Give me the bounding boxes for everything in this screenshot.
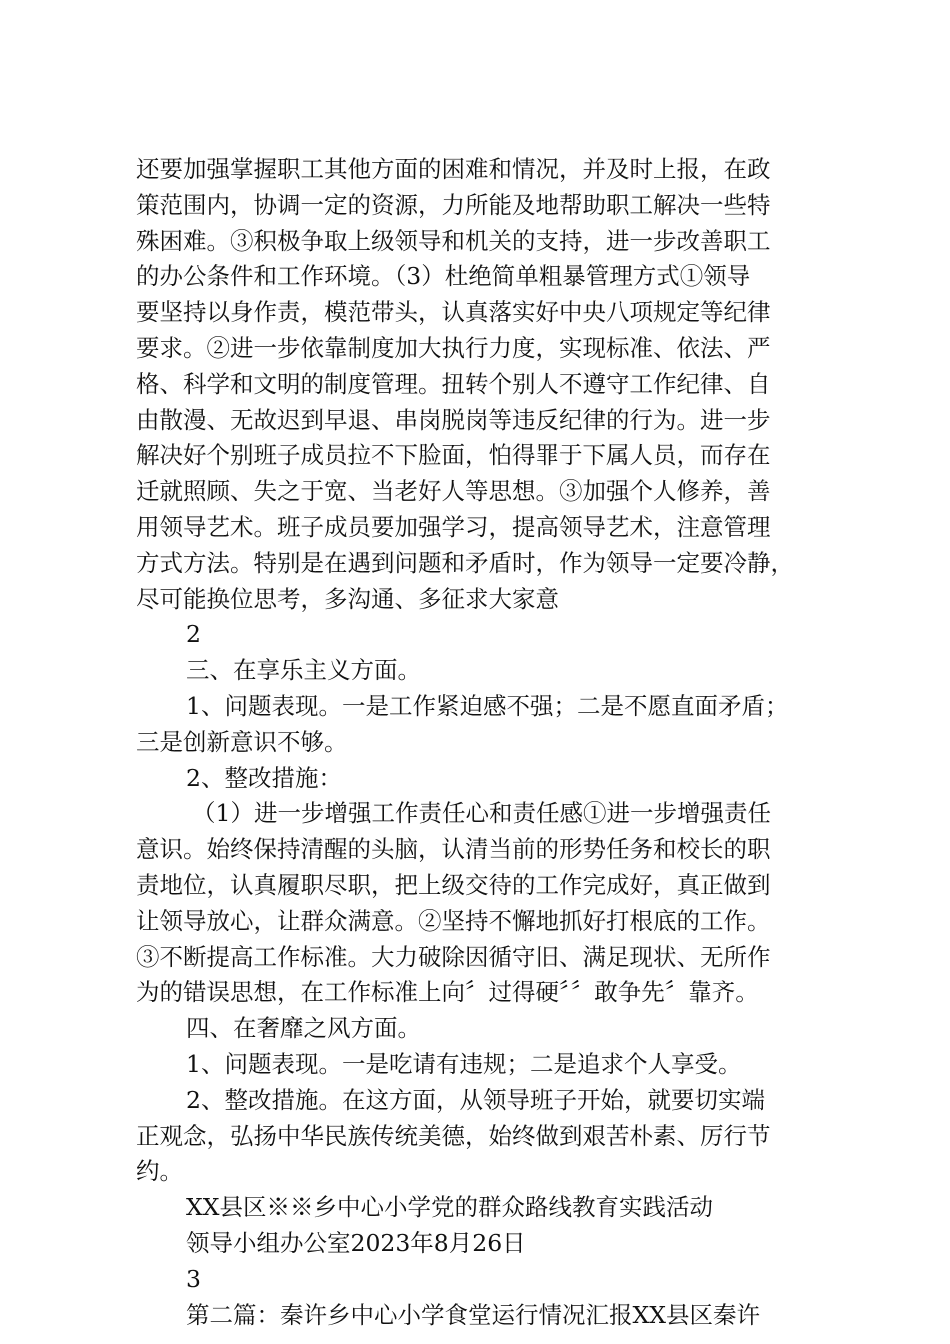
body-text-line: 正观念，弘扬中华民族传统美德，始终做到艰苦朴素、厉行节 [136, 1121, 771, 1150]
body-text-line: 2、整改措施。在这方面，从领导班子开始，就要切实端 [186, 1085, 765, 1114]
next-article-title: 第二篇：秦许乡中心小学食堂运行情况汇报XX县区秦许 [186, 1300, 760, 1329]
body-text-line: 要求。②进一步依靠制度加大执行力度，实现标准、依法、严 [136, 333, 771, 362]
body-text-line: ③不断提高工作标准。大力破除因循守旧、满足现状、无所作 [136, 942, 771, 971]
body-text-line: 的办公条件和工作环境。（3）杜绝简单粗暴管理方式①领导 [136, 262, 751, 291]
body-text-line: 责地位，认真履职尽职，把上级交待的工作完成好，真正做到 [136, 870, 771, 899]
body-text-line: 解决好个别班子成员拉不下脸面，怕得罪于下属人员，而存在 [136, 441, 771, 470]
body-text-line: 让领导放心，让群众满意。②坚持不懈地抓好打根底的工作。 [136, 906, 771, 935]
body-text-line: 1、问题表现。一是吃请有违规；二是追求个人享受。 [186, 1049, 742, 1078]
section-heading: 四、在奢靡之风方面。 [186, 1014, 421, 1043]
signature-date: 领导小组办公室2023年8月26日 [186, 1228, 526, 1257]
body-text-line: 意识。始终保持清醒的头脑，认清当前的形势任务和校长的职 [136, 835, 771, 864]
subheading: 2、整改措施： [186, 763, 342, 792]
body-text-line: 由散漫、无故迟到早退、串岗脱岗等违反纪律的行为。进一步 [136, 405, 771, 434]
body-text-line: 迁就照顾、失之于宽、当老好人等思想。③加强个人修养，善 [136, 477, 771, 506]
body-text-line: 格、科学和文明的制度管理。扭转个别人不遵守工作纪律、自 [136, 369, 771, 398]
signature-organization: XX县区※※乡中心小学党的群众路线教育实践活动 [186, 1193, 713, 1222]
body-text-line: 方式方法。特别是在遇到问题和矛盾时，作为领导一定要冷静， [136, 548, 794, 577]
body-text-line: 三是创新意识不够。 [136, 727, 348, 756]
body-text-line: 用领导艺术。班子成员要加强学习，提高领导艺术，注意管理 [136, 512, 771, 541]
page-number: 3 [186, 1264, 201, 1293]
body-text-line: 1、问题表现。一是工作紧迫感不强；二是不愿直面矛盾； [186, 691, 789, 720]
body-text-line: 约。 [136, 1157, 183, 1186]
page-number: 2 [186, 620, 201, 649]
body-text-line: 要坚持以身作责，模范带头，认真落实好中央八项规定等纪律 [136, 298, 771, 327]
body-text-line: 殊困难。③积极争取上级领导和机关的支持，进一步改善职工 [136, 226, 771, 255]
body-text-line: 还要加强掌握职工其他方面的困难和情况，并及时上报，在政 [136, 155, 771, 183]
section-heading: 三、在享乐主义方面。 [186, 656, 421, 685]
document-page [136, 152, 826, 1333]
body-text-line: 尽可能换位思考，多沟通、多征求大家意 [136, 584, 559, 613]
body-text-line: 策范围内，协调一定的资源，力所能及地帮助职工解决一些特 [136, 190, 771, 219]
body-text-line: （1）进一步增强工作责任心和责任感①进一步增强责任 [192, 799, 771, 828]
body-text-line: 为的错误思想，在工作标准上向〞过得硬〞〞敢争先〞靠齐。 [136, 978, 759, 1007]
